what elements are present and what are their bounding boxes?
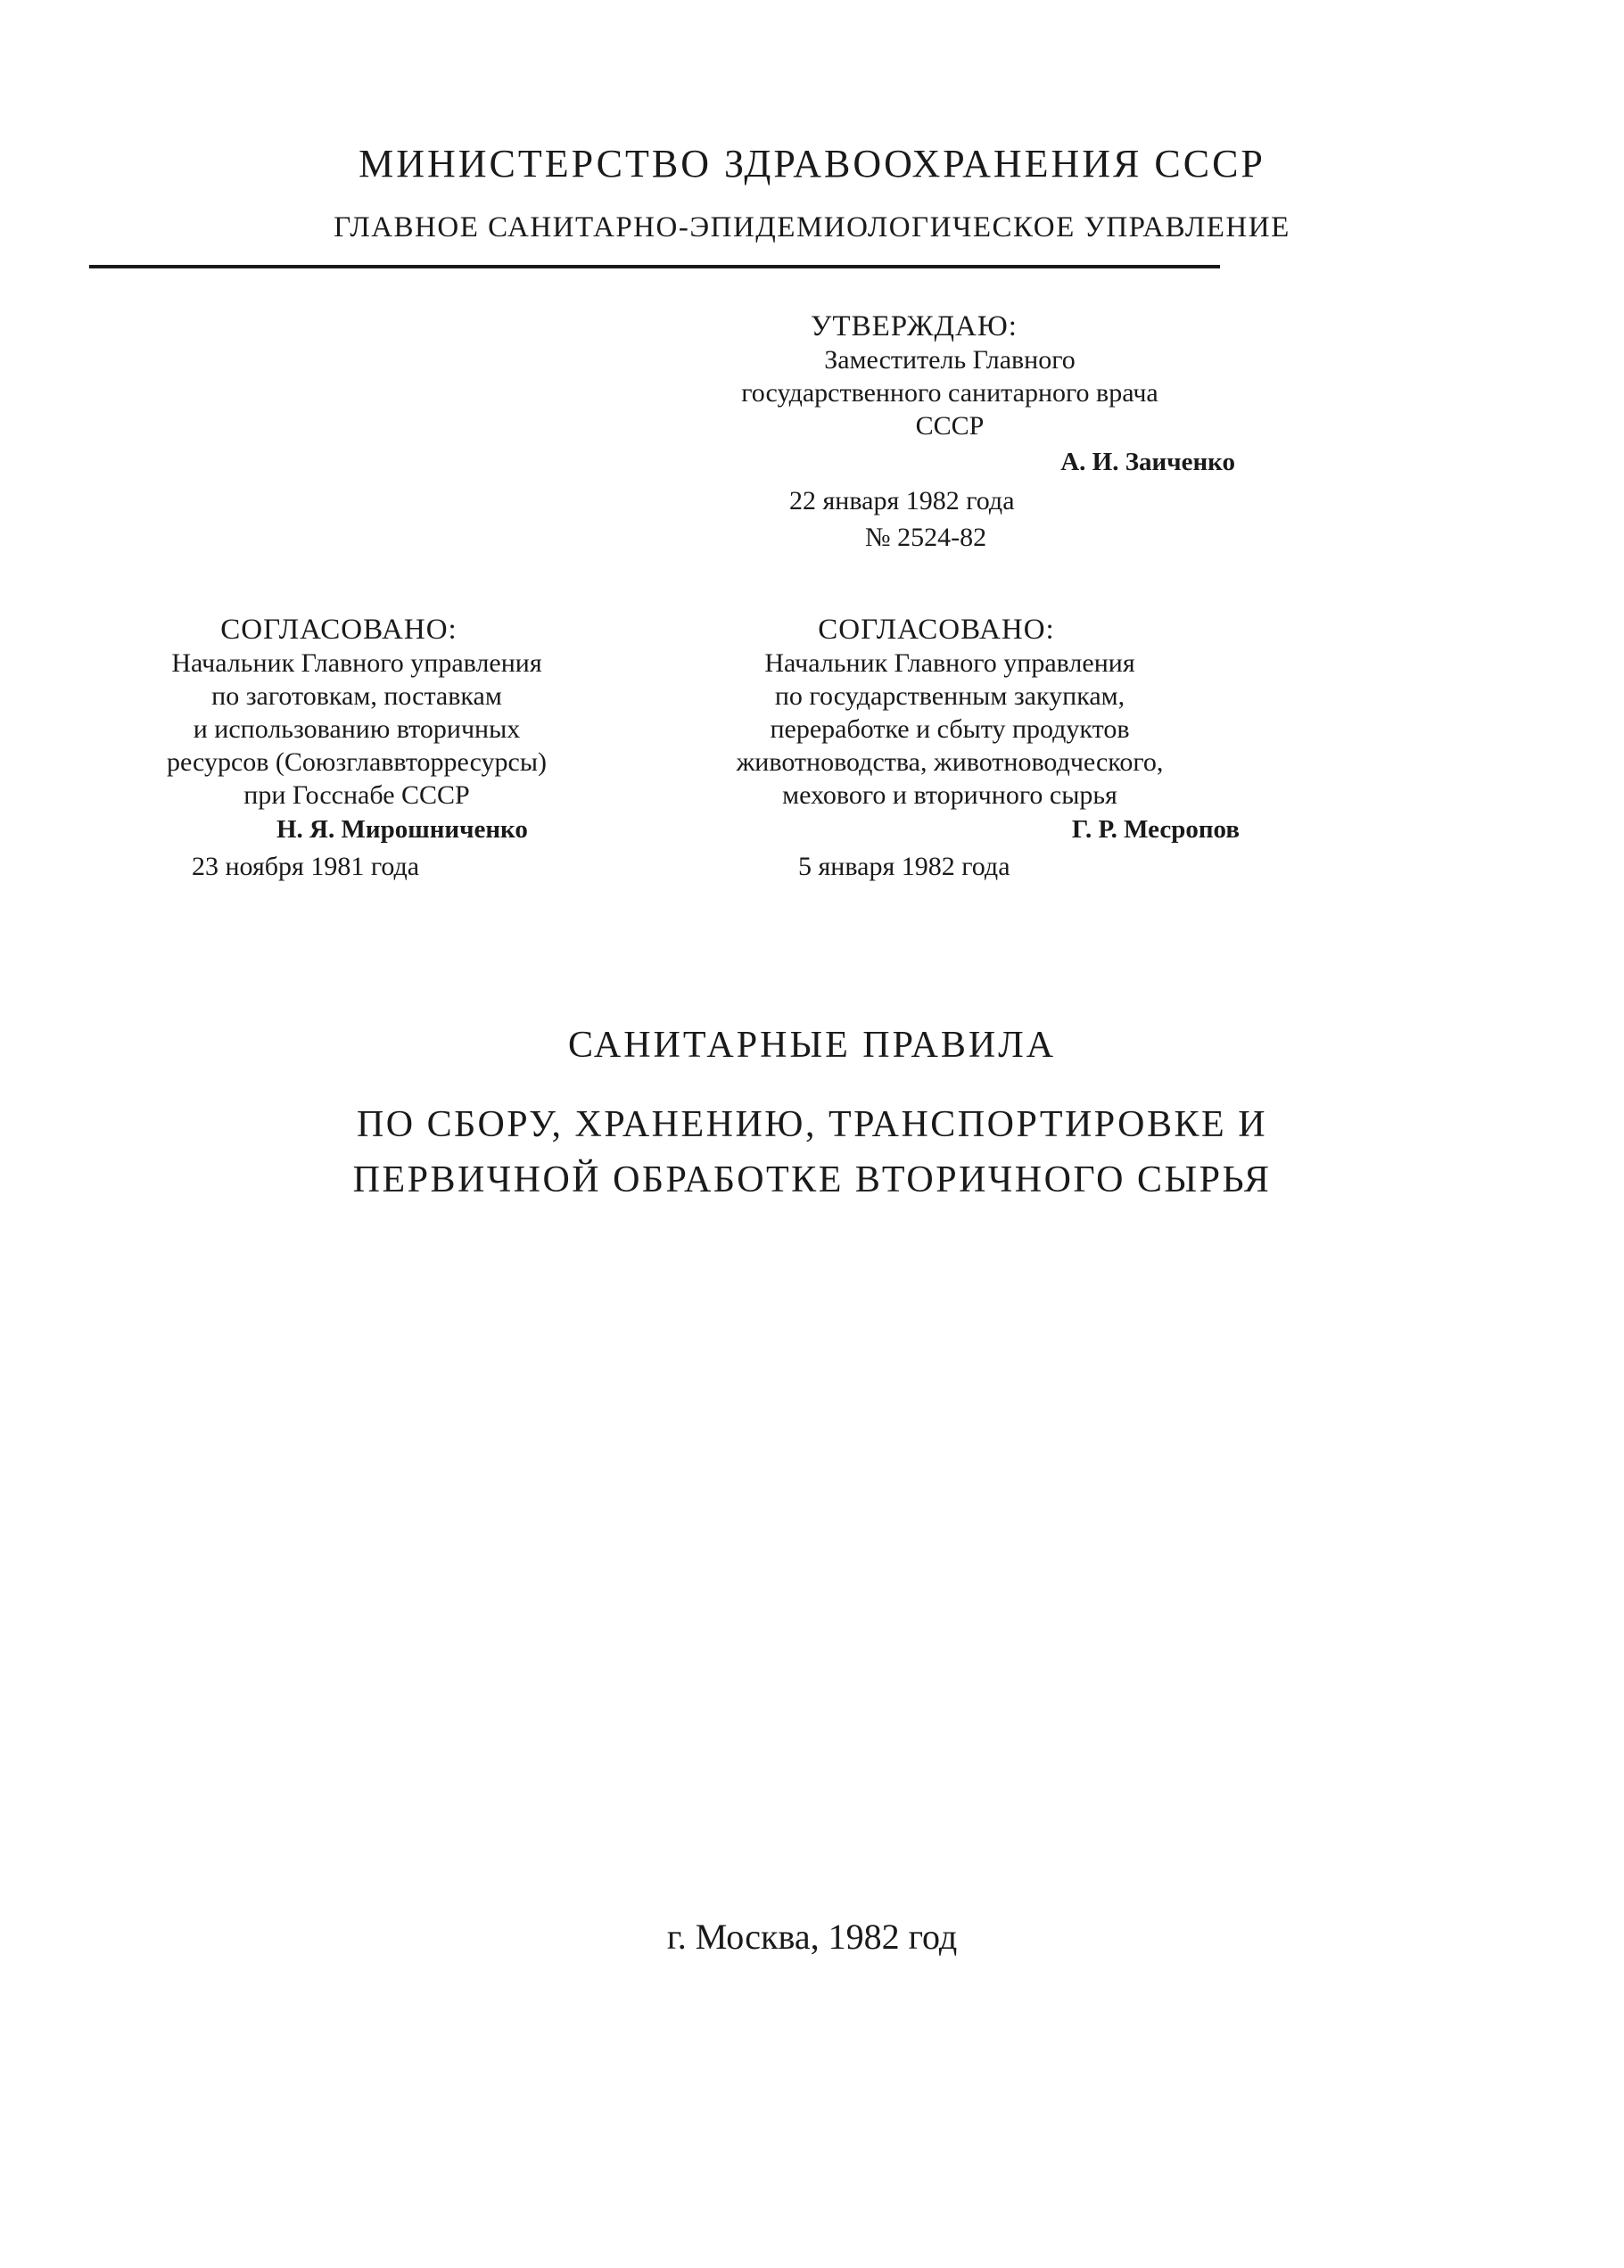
document-subtitle-line: ПО СБОРУ, ХРАНЕНИЮ, ТРАНСПОРТИРОВКЕ И [356, 1104, 1268, 1145]
agreed-right-position-line: переработке и сбыту продуктов [770, 714, 1130, 744]
agreed-right-block [660, 614, 1240, 883]
approval-block [664, 310, 1235, 554]
approval-position-line: Заместитель Главного [824, 345, 1076, 375]
department-title: ГЛАВНОЕ САНИТАРНО-ЭПИДЕМИОЛОГИЧЕСКОЕ УПРАВЛЕНИЕ [334, 211, 1290, 243]
agreed-right-heading: СОГЛАСОВАНО: [818, 614, 1055, 646]
approval-heading: УТВЕРЖДАЮ: [811, 310, 1018, 342]
approval-position-line: СССР [915, 411, 985, 441]
agreed-left-position-line: ресурсов (Союзглаввторресурсы) [166, 747, 548, 777]
agreed-right-date: 5 января 1982 года [798, 852, 1010, 881]
approval-date: 22 января 1982 года [789, 486, 1015, 515]
document-title: САНИТАРНЫЕ ПРАВИЛА [567, 1025, 1057, 1066]
agreed-left-signatory: Н. Я. Мирошниченко [276, 815, 528, 844]
agreed-right-position-line: по государственным закупкам, [774, 681, 1125, 711]
agreed-left-position-line: Начальник Главного управления [171, 648, 542, 678]
approval-number: № 2524-82 [865, 523, 987, 552]
agreed-left-position-line: при Госснабе СССР [243, 780, 470, 810]
agreed-right-position-line: животноводства, животноводческого, [736, 747, 1164, 777]
ministry-title: МИНИСТЕРСТВО ЗДРАВООХРАНЕНИЯ СССР [359, 142, 1265, 186]
agreed-left-block [80, 614, 633, 883]
document-subtitle [0, 1097, 1624, 1208]
agreed-right-position-line: Начальник Главного управления [764, 648, 1135, 678]
agreed-left-date: 23 ноября 1981 года [192, 852, 420, 881]
agreed-left-heading: СОГЛАСОВАНО: [220, 614, 458, 646]
publication-place-year: г. Москва, 1982 год [666, 1917, 958, 1957]
agreed-right-signatory: Г. Р. Месропов [1071, 815, 1240, 844]
agreed-left-position-line: по заготовкам, поставкам [211, 681, 502, 711]
approval-position-line: государственного санитарного врача [741, 378, 1158, 408]
agreed-left-position-line: и использованию вторичных [193, 714, 521, 744]
document-subtitle-line: ПЕРВИЧНОЙ ОБРАБОТКЕ ВТОРИЧНОГО СЫРЬЯ [352, 1159, 1272, 1200]
header-divider [89, 265, 1220, 268]
agreed-right-position-line: мехового и вторичного сырья [782, 780, 1117, 810]
approval-signatory: А. И. Заиченко [1060, 448, 1235, 476]
